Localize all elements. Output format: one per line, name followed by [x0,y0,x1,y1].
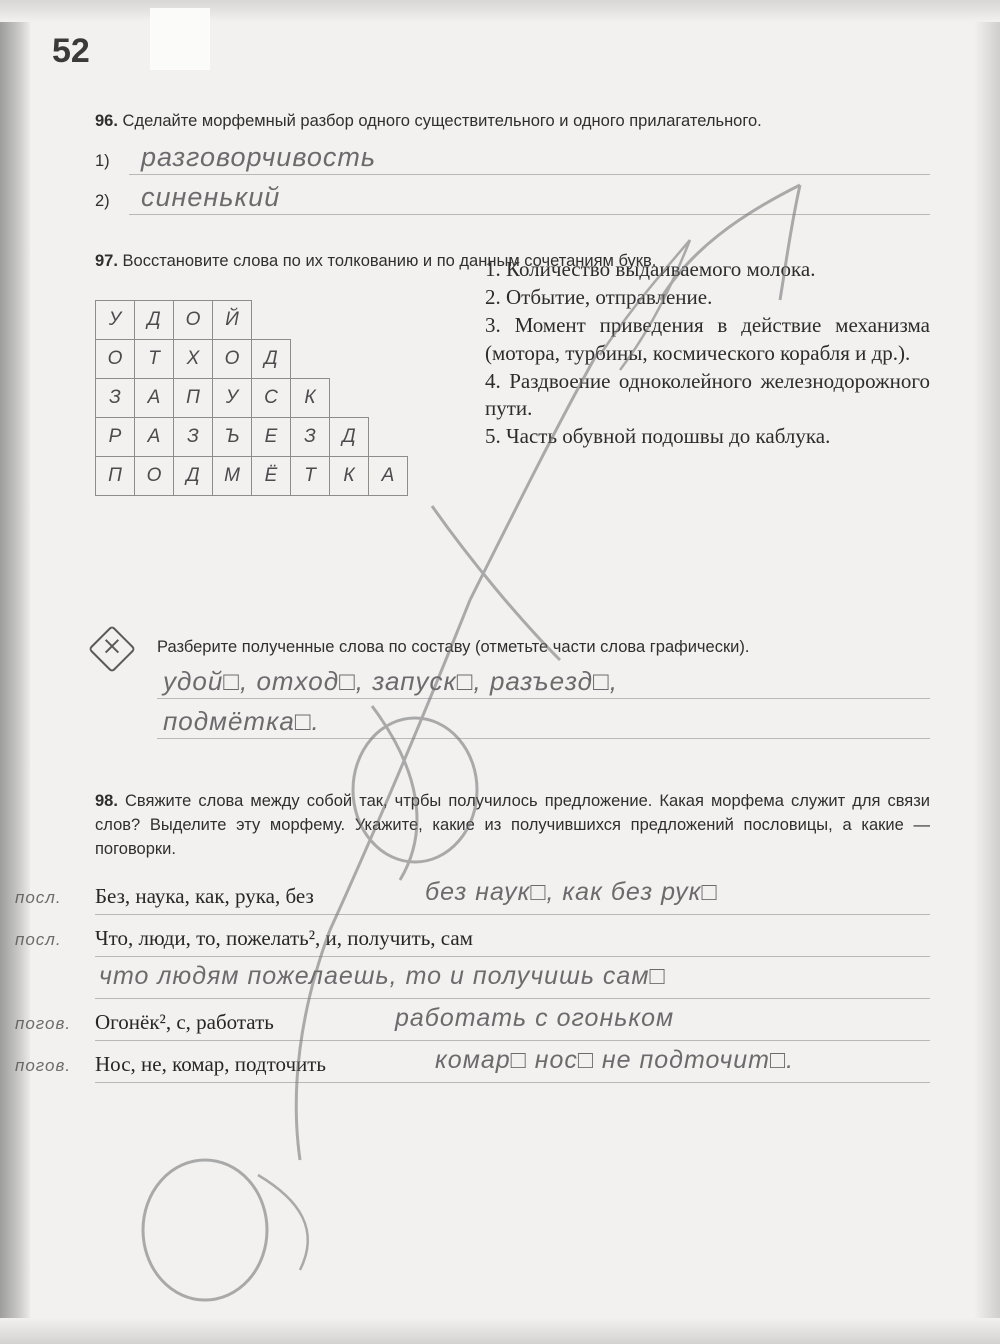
item-label-2: 2) [95,191,110,210]
crossword-cell-empty [291,339,330,378]
row-prompt: Что, люди, то, пожелать², и, получить, сам [95,925,473,950]
crossword-cell[interactable]: П [96,456,135,495]
page-number: 52 [52,32,90,70]
crossword-cell[interactable]: П [174,378,213,417]
plus-badge-icon [88,625,136,673]
row-prompt: Без, наука, как, рука, без [95,883,314,908]
proverb-continuation-line[interactable] [95,961,930,1006]
row-tag: погов. [15,1013,72,1033]
writing-rule [95,998,930,999]
crossword-cell[interactable]: С [252,378,291,417]
crossword-row [96,417,408,456]
exercise-97-subtask [95,636,930,746]
writing-rule [95,1040,930,1041]
proverb-row[interactable] [15,877,930,922]
crossword-cell-empty [369,339,408,378]
clue-item: 3. Момент приведения в действие механизма (мотора, турбины, космического корабля и др.). [485,312,930,365]
crossword-cell[interactable]: Д [174,456,213,495]
crossword-cell-empty [369,378,408,417]
exercise-96-item-1[interactable] [95,141,930,184]
writing-rule [129,174,930,175]
crossword-cell[interactable]: Т [135,339,174,378]
crossword-cell[interactable]: З [291,417,330,456]
page-content [15,110,930,1090]
writing-rule [157,738,930,739]
handwriting-answer: подмётка□. [163,705,320,736]
crossword-cell[interactable]: А [135,378,174,417]
crossword-cell[interactable]: А [135,417,174,456]
crossword-cell[interactable]: Р [96,417,135,456]
writing-rule [95,914,930,915]
crossword-row [96,378,408,417]
proverb-row[interactable] [15,1003,930,1048]
crossword-cell[interactable]: Д [330,417,369,456]
row-prompt: Огонёк², с, работать [95,1009,274,1034]
page-bottom-shadow [0,1318,1000,1344]
proverb-row[interactable] [15,922,930,964]
crossword-cell[interactable]: О [135,456,174,495]
row-handwriting: что людям пожелаешь, то и получишь сам□ [99,961,666,990]
clue-item: 2. Отбытие, отправление. [485,284,713,309]
page-right-shadow [974,0,1000,1344]
exercise-97-subtask-answers[interactable] [157,666,930,746]
exercise-97-number: 97. [95,251,118,270]
row-tag: посл. [15,887,62,907]
crossword-cell-empty [369,300,408,339]
writing-rule [129,214,930,215]
crossword-cell[interactable]: М [213,456,252,495]
crossword-cell[interactable]: З [174,417,213,456]
crossword-cell[interactable]: Д [252,339,291,378]
row-tag: посл. [15,929,62,949]
writing-rule [95,1082,930,1083]
handwriting-answer-2: синенький [141,181,281,212]
row-handwriting: комар□ нос□ не подточит□. [435,1045,795,1074]
crossword-cell[interactable]: О [213,339,252,378]
exercise-97-clues [485,256,930,451]
crossword-cell[interactable]: К [330,456,369,495]
crossword-cell[interactable]: К [291,378,330,417]
handwriting-answer: удой□, отход□, запуск□, разъезд□, [163,665,618,696]
crossword-cell-empty [252,300,291,339]
crossword-cell[interactable]: Ё [252,456,291,495]
proverb-row[interactable] [15,1045,930,1090]
crossword-cell-empty [330,339,369,378]
crossword-row [96,339,408,378]
crossword-cell[interactable]: Й [213,300,252,339]
crossword-cell-empty [330,300,369,339]
crossword-cell[interactable]: Ъ [213,417,252,456]
crossword-row [96,300,408,339]
exercise-96-number: 96. [95,112,118,130]
crossword-cell[interactable]: Х [174,339,213,378]
crossword-cell[interactable]: О [174,300,213,339]
crossword-cell[interactable]: З [96,378,135,417]
crossword-cell[interactable]: У [96,300,135,339]
exercise-98-rows [15,877,930,1090]
exercise-98-number: 98. [95,791,118,810]
writing-rule [157,698,930,699]
crossword-cell[interactable]: А [369,456,408,495]
crossword-row [96,456,408,495]
writing-rule [95,956,930,957]
exercise-97-subtask-text: Разберите полученные слова по составу (отметьте части слова графически). [157,637,750,656]
crossword-cell-empty [369,417,408,456]
crossword-cell-empty [291,300,330,339]
exercise-96 [95,110,930,134]
clue-item: 4. Раздвоение одноколейного железнодорожного пути. [485,368,930,421]
crossword-cell[interactable]: Т [291,456,330,495]
crossword-grid[interactable] [95,300,408,496]
crossword-cell[interactable]: Д [135,300,174,339]
row-handwriting: без наук□, как без рук□ [425,877,718,906]
page-corner-highlight [150,8,210,70]
clue-item: 5. Часть обувной подошвы до каблука. [485,424,831,449]
page-binding-edge [0,0,30,1344]
exercise-97-text: Восстановите слова по их толкованию и по данным сочетаниям букв. [122,251,657,270]
answer-line[interactable] [157,666,930,706]
row-prompt: Нос, не, комар, подточить [95,1051,326,1076]
row-tag: погов. [15,1055,72,1075]
handwriting-answer-1: разговорчивость [141,141,377,172]
crossword-cell[interactable]: У [213,378,252,417]
row-handwriting: работать с огоньком [395,1003,675,1032]
crossword-cell[interactable]: Е [252,417,291,456]
crossword-cell-empty [330,378,369,417]
crossword-cell[interactable]: О [96,339,135,378]
answer-line[interactable] [157,706,930,746]
exercise-98 [95,790,930,862]
exercise-96-text: Сделайте морфемный разбор одного существительного и одного прилагательного. [122,112,762,130]
item-label-1: 1) [95,151,110,170]
exercise-98-text: Свяжите слова между собой так, чтрбы получилось предложение. Какая морфема служит для связи слов? Выделите эту морфему. Укажите, какие из получившихся предложений пословицы, а какие — поговорки. [95,791,930,858]
exercise-96-item-2[interactable] [95,181,930,224]
clue-item: 1. Количество выдаиваемого молока. [485,256,816,281]
exercise-96-answers [95,141,930,224]
